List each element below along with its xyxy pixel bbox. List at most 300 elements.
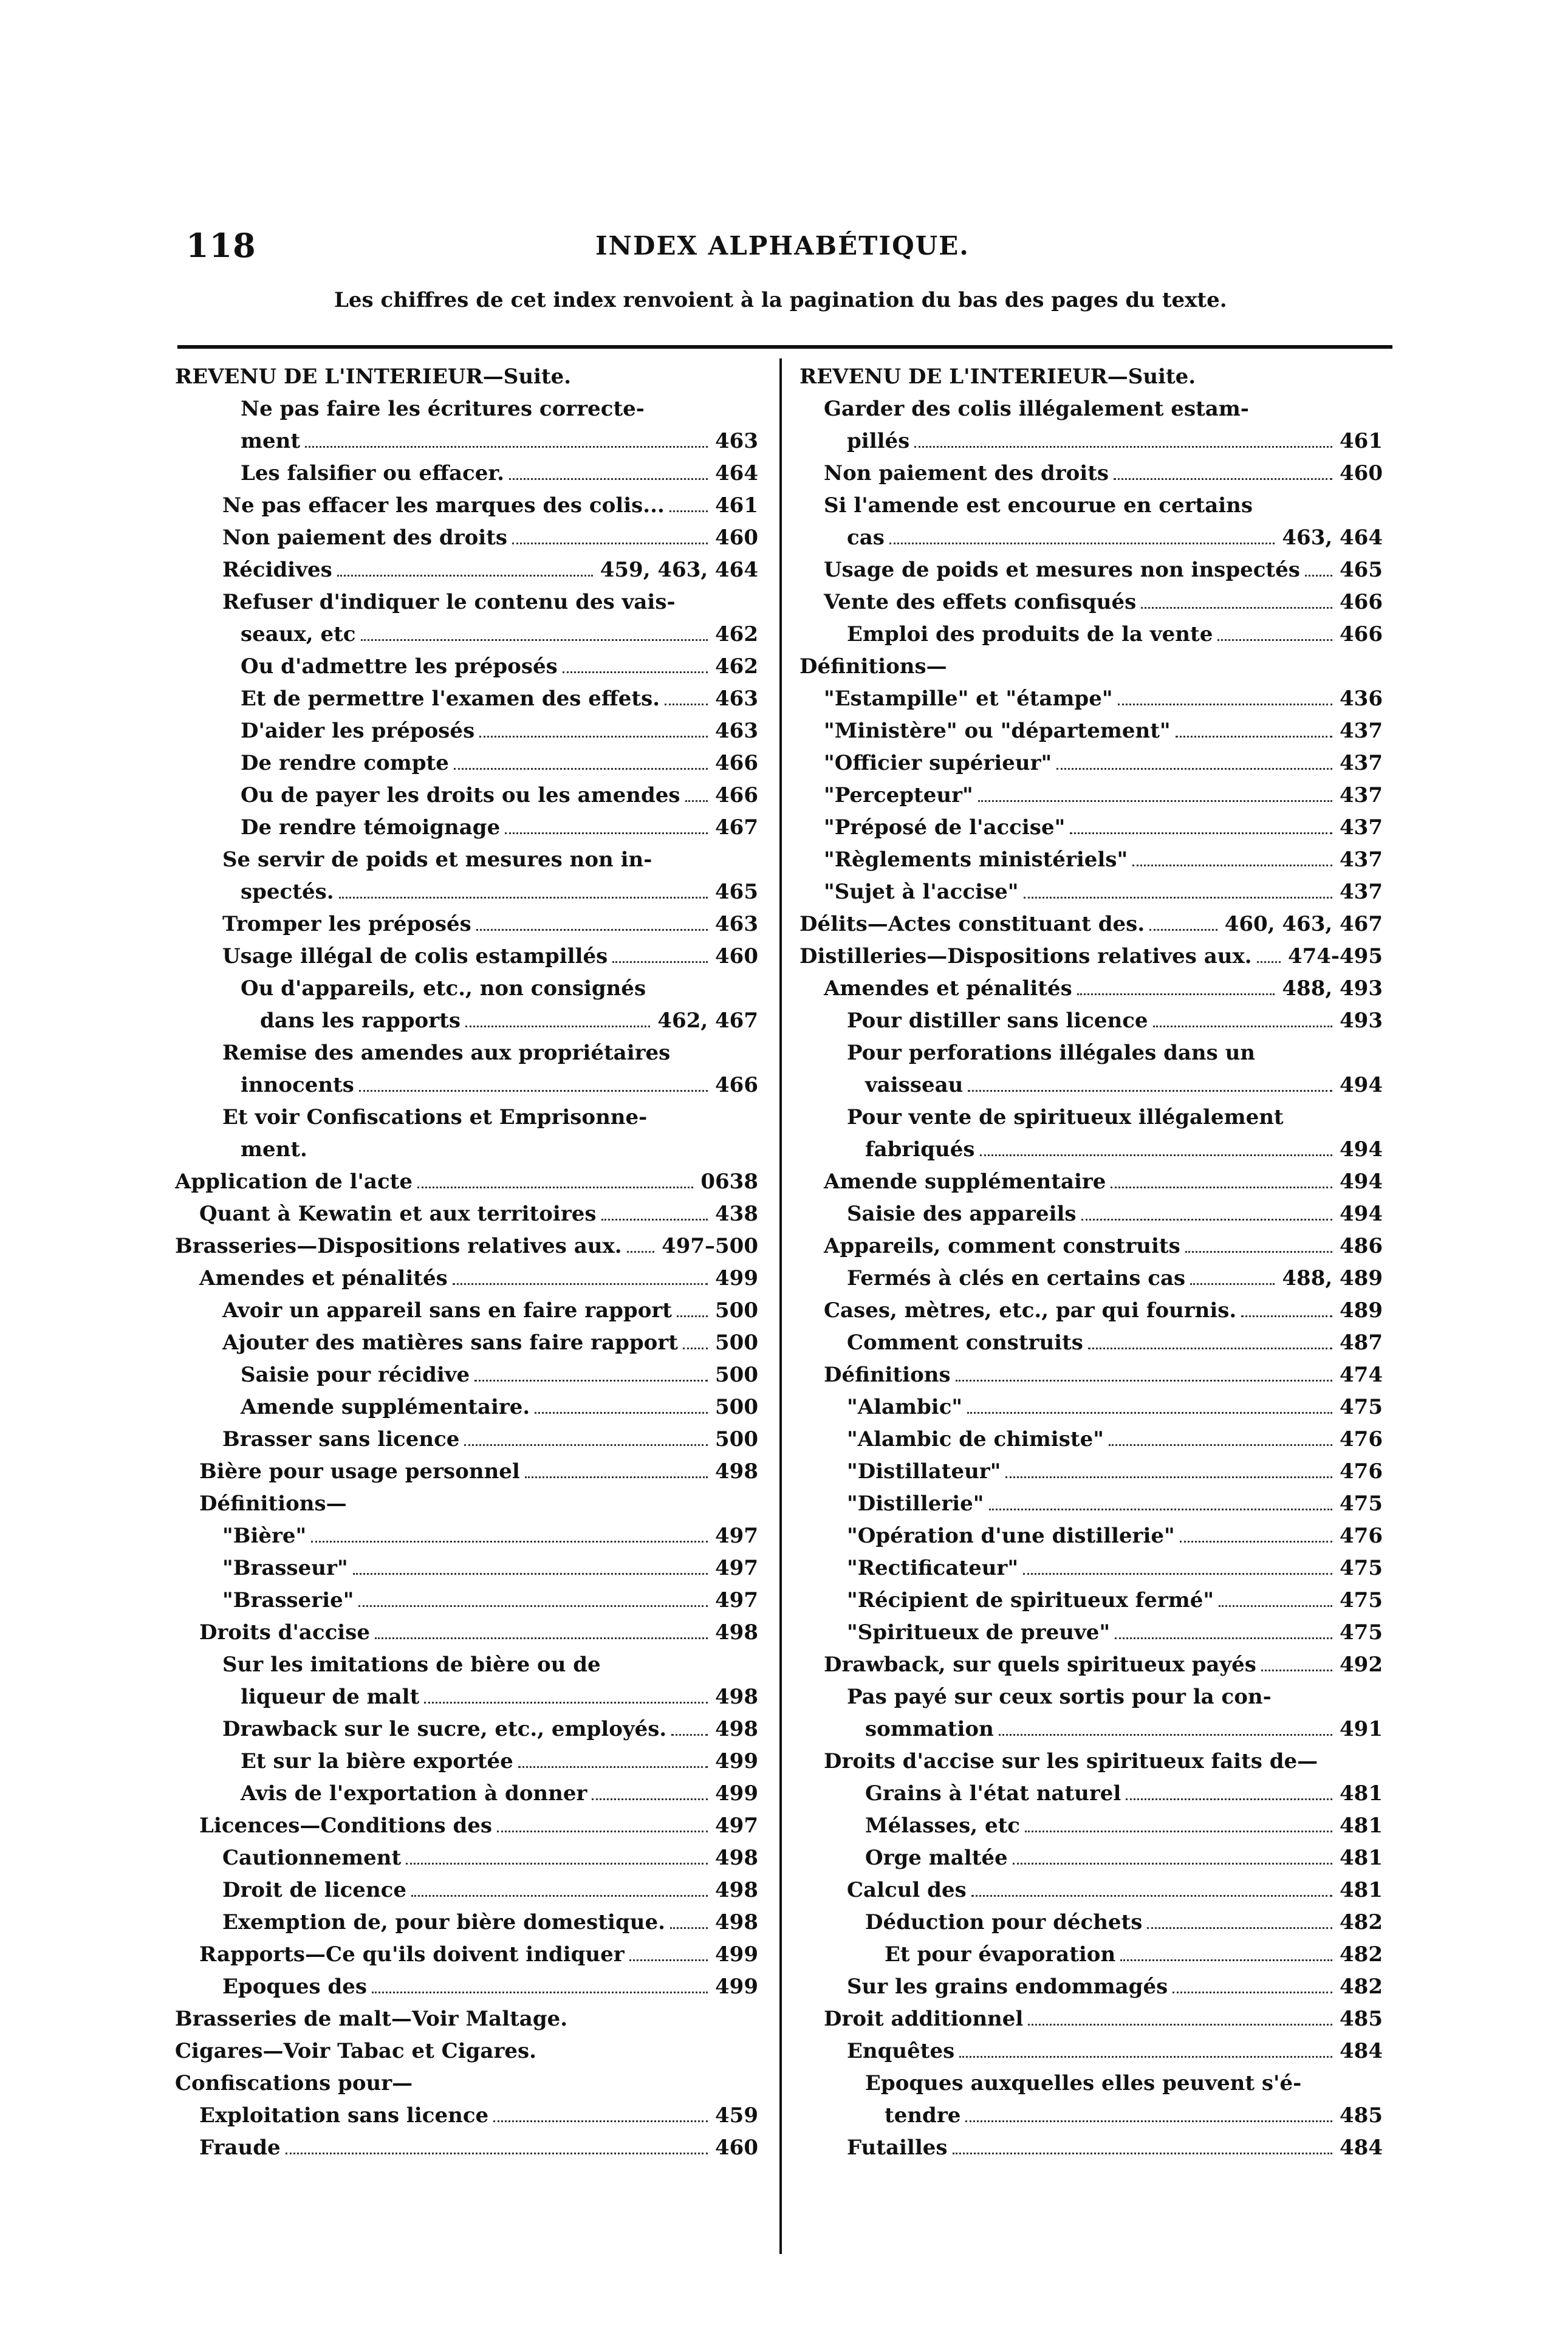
dot-leader xyxy=(1149,928,1217,931)
dot-leader xyxy=(525,1476,708,1478)
index-entry xyxy=(799,622,1383,654)
index-entry xyxy=(175,1556,758,1588)
entry-page-ref: 466 xyxy=(1340,622,1383,646)
entry-text: Droit de licence xyxy=(222,1878,406,1902)
entry-text: Sur les grains endommagés xyxy=(847,1975,1168,1999)
entry-text: seaux, etc xyxy=(241,622,356,646)
entry-page-ref: 437 xyxy=(1340,719,1383,743)
entry-text: Amendes et pénalités xyxy=(824,976,1072,1001)
index-entry xyxy=(799,1942,1383,1975)
entry-page-ref: 463 xyxy=(715,687,758,711)
entry-text: innocents xyxy=(241,1073,354,1097)
entry-text: Quant à Kewatin et aux territoires xyxy=(199,1202,597,1226)
index-entry xyxy=(175,1459,758,1492)
dot-leader xyxy=(967,1411,1332,1414)
entry-text: Usage de poids et mesures non inspectés xyxy=(824,558,1300,582)
entry-page-ref: 466 xyxy=(715,1073,758,1097)
dot-leader xyxy=(1132,864,1332,866)
entry-page-ref: 500 xyxy=(715,1395,758,1419)
index-entry xyxy=(799,1717,1383,1749)
index-entry xyxy=(799,493,1383,526)
index-entry xyxy=(175,1041,758,1073)
entry-page-ref: 459 xyxy=(715,2103,758,2128)
dot-leader xyxy=(465,1025,650,1027)
dot-leader xyxy=(535,1411,708,1414)
entry-page-ref: 482 xyxy=(1340,1975,1383,1999)
entry-text: ment xyxy=(241,429,301,453)
index-entry xyxy=(799,1009,1383,1041)
entry-text: Se servir de poids et mesures non in- xyxy=(222,848,652,872)
index-entry xyxy=(175,1846,758,1878)
dot-leader xyxy=(1115,1637,1332,1639)
dot-leader xyxy=(685,800,708,802)
entry-page-ref: 475 xyxy=(1340,1492,1383,1516)
index-entry xyxy=(799,1331,1383,1363)
entry-text: Déduction pour déchets xyxy=(865,1910,1143,1934)
index-entry xyxy=(175,1814,758,1846)
index-entry xyxy=(799,1749,1383,1781)
running-title: INDEX ALPHABÉTIQUE. xyxy=(595,231,970,261)
entry-text: Distilleries—Dispositions relatives aux. xyxy=(799,944,1252,968)
index-note: Les chiffres de cet index renvoient à la pagination du bas des pages du texte. xyxy=(334,288,1227,312)
entry-page-ref: 476 xyxy=(1340,1427,1383,1451)
entry-text: Futailles xyxy=(847,2136,948,2160)
entry-page-ref: 485 xyxy=(1340,2007,1383,2031)
index-entry xyxy=(175,526,758,558)
entry-page-ref: 494 xyxy=(1340,1137,1383,1162)
entry-text: "Percepteur" xyxy=(824,783,973,807)
dot-leader xyxy=(592,1798,708,1800)
entry-page-ref: 498 xyxy=(715,1878,758,1902)
entry-text: dans les rapports xyxy=(260,1009,460,1033)
index-entry xyxy=(799,1137,1383,1170)
index-entry xyxy=(175,912,758,944)
dot-leader xyxy=(1217,639,1332,641)
dot-leader xyxy=(1153,1025,1332,1027)
index-entry xyxy=(175,1620,758,1653)
entry-page-ref: 497 xyxy=(715,1524,758,1548)
entry-page-ref: 463, 464 xyxy=(1282,526,1383,550)
index-entry xyxy=(175,1975,758,2007)
index-entry xyxy=(175,944,758,976)
entry-page-ref: 437 xyxy=(1340,815,1383,840)
index-entry xyxy=(799,429,1383,461)
dot-leader xyxy=(518,1766,708,1768)
entry-text: Droit additionnel xyxy=(824,2007,1024,2031)
index-entry xyxy=(799,397,1383,429)
dot-leader xyxy=(1114,478,1332,480)
dot-leader xyxy=(1190,1283,1275,1285)
index-entry xyxy=(799,1073,1383,1105)
dot-leader xyxy=(1088,1347,1332,1349)
index-entry xyxy=(175,783,758,815)
dot-leader xyxy=(1219,1605,1332,1607)
entry-text: Mélasses, etc xyxy=(865,1814,1020,1838)
entry-text: Définitions— xyxy=(799,654,947,679)
dot-leader xyxy=(311,1540,708,1543)
entry-text: Avoir un appareil sans en faire rapport xyxy=(222,1298,672,1323)
index-entry xyxy=(799,1524,1383,1556)
entry-page-ref: 460, 463, 467 xyxy=(1224,912,1383,936)
entry-text: Définitions— xyxy=(199,1492,347,1516)
entry-page-ref: 474 xyxy=(1340,1363,1383,1387)
entry-page-ref: 494 xyxy=(1340,1202,1383,1226)
entry-page-ref: 465 xyxy=(715,880,758,904)
entry-page-ref: 498 xyxy=(715,1685,758,1709)
index-entry xyxy=(799,1363,1383,1395)
entry-text: Exploitation sans licence xyxy=(199,2103,489,2128)
index-entry xyxy=(175,1910,758,1942)
dot-leader xyxy=(1305,574,1332,577)
entry-page-ref: 489 xyxy=(1340,1298,1383,1323)
dot-leader xyxy=(1028,2023,1332,2026)
dot-leader xyxy=(406,1862,708,1865)
entry-text: vaisseau xyxy=(865,1073,964,1097)
index-entry xyxy=(175,1781,758,1814)
entry-text: Bière pour usage personnel xyxy=(199,1459,520,1484)
entry-page-ref: 498 xyxy=(715,1717,758,1741)
dot-leader xyxy=(1025,1830,1332,1832)
entry-page-ref: 497 xyxy=(715,1588,758,1612)
dot-leader xyxy=(1241,1315,1332,1317)
entry-text: Brasseries—Dispositions relatives aux. xyxy=(175,1234,622,1258)
dot-leader xyxy=(968,1089,1332,1092)
entry-page-ref: 481 xyxy=(1340,1814,1383,1838)
index-entry xyxy=(799,1975,1383,2007)
index-entry xyxy=(175,1588,758,1620)
entry-text: Refuser d'indiquer le contenu des vais- xyxy=(222,590,676,614)
dot-leader xyxy=(1180,1540,1332,1543)
entry-text: Orge maltée xyxy=(865,1846,1008,1870)
index-entry xyxy=(175,1427,758,1459)
entry-text: Ne pas faire les écritures correcte- xyxy=(241,397,645,421)
entry-page-ref: 438 xyxy=(715,1202,758,1226)
entry-page-ref: 476 xyxy=(1340,1524,1383,1548)
dot-leader xyxy=(353,1572,708,1575)
dot-leader xyxy=(1056,767,1332,770)
index-entry xyxy=(799,1846,1383,1878)
entry-page-ref: 462 xyxy=(715,622,758,646)
entry-page-ref: 484 xyxy=(1340,2039,1383,2063)
entry-text: Délits—Actes constituant des. xyxy=(799,912,1145,936)
entry-text: Tromper les préposés xyxy=(222,912,471,936)
dot-leader xyxy=(669,510,708,512)
dot-leader xyxy=(1147,1927,1332,1929)
index-entry xyxy=(799,365,1383,397)
entry-text: Pour vente de spiritueux illégalement xyxy=(847,1105,1284,1129)
entry-text: Epoques des xyxy=(222,1975,368,1999)
dot-leader xyxy=(358,1605,708,1607)
entry-text: spectés. xyxy=(241,880,334,904)
index-entry xyxy=(175,2071,758,2103)
entry-page-ref: 493 xyxy=(1340,1009,1383,1033)
index-entry xyxy=(799,1266,1383,1298)
entry-text: Droits d'accise sur les spiritueux faits de— xyxy=(824,1749,1318,1773)
index-entry xyxy=(799,1202,1383,1234)
entry-page-ref: 437 xyxy=(1340,783,1383,807)
entry-text: Comment construits xyxy=(847,1331,1083,1355)
dot-leader xyxy=(476,928,708,931)
index-entry xyxy=(799,976,1383,1009)
index-entry xyxy=(175,1653,758,1685)
index-entry xyxy=(799,719,1383,751)
entry-text: Les falsifier ou effacer. xyxy=(241,461,505,485)
index-column-right xyxy=(799,365,1383,2168)
entry-text: Ou d'appareils, etc., non consignés xyxy=(241,976,646,1001)
entry-text: Et voir Confiscations et Emprisonne- xyxy=(222,1105,648,1129)
entry-page-ref: 500 xyxy=(715,1298,758,1323)
entry-page-ref: 497 xyxy=(715,1814,758,1838)
index-entry xyxy=(175,751,758,783)
dot-leader xyxy=(1126,1798,1332,1800)
dot-leader xyxy=(677,1315,708,1317)
index-entry xyxy=(175,397,758,429)
index-entry xyxy=(799,1556,1383,1588)
index-entry xyxy=(799,1492,1383,1524)
entry-page-ref: 494 xyxy=(1340,1170,1383,1194)
entry-text: Drawback sur le sucre, etc., employés. xyxy=(222,1717,667,1741)
entry-text: Cigares—Voir Tabac et Cigares. xyxy=(175,2039,536,2063)
entry-text: Fraude xyxy=(199,2136,281,2160)
index-entry xyxy=(175,1685,758,1717)
dot-leader xyxy=(1024,896,1332,899)
dot-leader xyxy=(953,2152,1332,2154)
entry-page-ref: 460 xyxy=(715,2136,758,2160)
index-entry xyxy=(799,912,1383,944)
entry-text: tendre xyxy=(885,2103,961,2128)
dot-leader xyxy=(563,671,708,673)
index-entry xyxy=(175,2039,758,2071)
entry-text: "Sujet à l'accise" xyxy=(824,880,1019,904)
index-entry xyxy=(175,1105,758,1137)
entry-page-ref: 462 xyxy=(715,654,758,679)
entry-page-ref: 499 xyxy=(715,1975,758,1999)
index-entry xyxy=(799,1041,1383,1073)
entry-page-ref: 497 xyxy=(715,1556,758,1580)
entry-page-ref: 499 xyxy=(715,1781,758,1806)
entry-text: "Distillateur" xyxy=(847,1459,1001,1484)
index-entry xyxy=(175,461,758,493)
index-entry xyxy=(175,1492,758,1524)
entry-page-ref: 466 xyxy=(715,783,758,807)
entry-text: De rendre compte xyxy=(241,751,449,775)
entry-text: Garder des colis illégalement estam- xyxy=(824,397,1249,421)
entry-text: Ajouter des matières sans faire rapport xyxy=(222,1331,678,1355)
dot-leader xyxy=(978,800,1332,802)
entry-page-ref: 464 xyxy=(715,461,758,485)
entry-text: Ou d'admettre les préposés xyxy=(241,654,558,679)
entry-page-ref: 436 xyxy=(1340,687,1383,711)
entry-text: Avis de l'exportation à donner xyxy=(241,1781,587,1806)
index-entry xyxy=(175,1298,758,1331)
dot-leader xyxy=(1005,1476,1332,1478)
entry-page-ref: 475 xyxy=(1340,1620,1383,1645)
entry-text: Cautionnement xyxy=(222,1846,402,1870)
entry-text: Licences—Conditions des xyxy=(199,1814,493,1838)
entry-page-ref: 485 xyxy=(1340,2103,1383,2128)
entry-text: Et sur la bière exportée xyxy=(241,1749,513,1773)
entry-text: Appareils, comment construits xyxy=(824,1234,1180,1258)
entry-page-ref: 481 xyxy=(1340,1878,1383,1902)
entry-text: "Bière" xyxy=(222,1524,307,1548)
index-entry xyxy=(799,1685,1383,1717)
entry-text: Ne pas effacer les marques des colis... xyxy=(222,493,665,518)
index-entry xyxy=(175,1202,758,1234)
entry-text: cas xyxy=(847,526,885,550)
index-entry xyxy=(799,880,1383,912)
dot-leader xyxy=(980,1154,1332,1156)
entry-text: Drawback, sur quels spiritueux payés xyxy=(824,1653,1256,1677)
index-entry xyxy=(175,1331,758,1363)
dot-leader xyxy=(683,1347,708,1349)
index-entry xyxy=(175,1170,758,1202)
entry-text: Ou de payer les droits ou les amendes xyxy=(241,783,680,807)
entry-page-ref: 475 xyxy=(1340,1395,1383,1419)
entry-text: "Alambic de chimiste" xyxy=(847,1427,1104,1451)
entry-text: liqueur de malt xyxy=(241,1685,420,1709)
index-entry xyxy=(799,2039,1383,2071)
entry-text: Brasseries de malt—Voir Maltage. xyxy=(175,2007,568,2031)
entry-text: Grains à l'état naturel xyxy=(865,1781,1121,1806)
dot-leader xyxy=(914,445,1332,448)
entry-page-ref: 497–500 xyxy=(662,1234,758,1258)
index-entry xyxy=(799,1170,1383,1202)
entry-text: Amende supplémentaire. xyxy=(241,1395,530,1419)
entry-page-ref: 466 xyxy=(715,751,758,775)
index-entry xyxy=(799,1620,1383,1653)
header-rule xyxy=(177,345,1392,349)
dot-leader xyxy=(1120,1959,1332,1961)
index-entry xyxy=(175,1942,758,1975)
index-entry xyxy=(799,1298,1383,1331)
index-entry xyxy=(799,526,1383,558)
entry-page-ref: 499 xyxy=(715,1266,758,1290)
entry-page-ref: 466 xyxy=(1340,590,1383,614)
dot-leader xyxy=(1023,1572,1332,1575)
dot-leader xyxy=(512,542,708,544)
entry-page-ref: 463 xyxy=(715,719,758,743)
entry-text: "Brasseur" xyxy=(222,1556,348,1580)
entry-text: Confiscations pour— xyxy=(175,2071,413,2095)
entry-page-ref: 460 xyxy=(715,526,758,550)
index-entry xyxy=(175,590,758,622)
dot-leader xyxy=(989,1508,1332,1510)
entry-text: "Estampille" et "étampe" xyxy=(824,687,1113,711)
index-entry xyxy=(799,461,1383,493)
index-entry xyxy=(799,783,1383,815)
index-entry xyxy=(799,1588,1383,1620)
entry-page-ref: 482 xyxy=(1340,1910,1383,1934)
column-divider xyxy=(779,358,782,2254)
index-entry xyxy=(799,590,1383,622)
dot-leader xyxy=(424,1701,708,1704)
entry-page-ref: 460 xyxy=(1340,461,1383,485)
entry-text: REVENU DE L'INTERIEUR—Suite. xyxy=(175,365,572,389)
entry-text: ment. xyxy=(241,1137,307,1162)
entry-text: "Distillerie" xyxy=(847,1492,984,1516)
entry-text: fabriqués xyxy=(865,1137,975,1162)
index-entry xyxy=(799,1653,1383,1685)
entry-text: Si l'amende est encourue en certains xyxy=(824,493,1253,518)
entry-text: Pas payé sur ceux sortis pour la con- xyxy=(847,1685,1272,1709)
dot-leader xyxy=(1013,1862,1332,1865)
dot-leader xyxy=(1141,606,1332,609)
dot-leader xyxy=(971,1894,1332,1897)
entry-page-ref: 437 xyxy=(1340,751,1383,775)
dot-leader xyxy=(1070,832,1332,834)
dot-leader xyxy=(454,767,708,770)
dot-leader xyxy=(1176,735,1332,738)
entry-page-ref: 481 xyxy=(1340,1846,1383,1870)
dot-leader xyxy=(305,445,708,448)
entry-page-ref: 437 xyxy=(1340,848,1383,872)
index-entry xyxy=(799,1781,1383,1814)
index-entry xyxy=(799,1427,1383,1459)
entry-text: Epoques auxquelles elles peuvent s'é- xyxy=(865,2071,1302,2095)
entry-page-ref: 498 xyxy=(715,1620,758,1645)
dot-leader xyxy=(474,1379,708,1382)
entry-page-ref: 487 xyxy=(1340,1331,1383,1355)
index-entry xyxy=(175,1009,758,1041)
entry-text: sommation xyxy=(865,1717,994,1741)
index-entry xyxy=(799,1234,1383,1266)
entry-text: Usage illégal de colis estampillés xyxy=(222,944,608,968)
dot-leader xyxy=(411,1894,708,1897)
entry-page-ref: 498 xyxy=(715,1459,758,1484)
page-number: 118 xyxy=(186,226,256,265)
entry-text: Amendes et pénalités xyxy=(199,1266,448,1290)
index-entry xyxy=(175,1266,758,1298)
entry-page-ref: 481 xyxy=(1340,1781,1383,1806)
entry-text: "Alambic" xyxy=(847,1395,963,1419)
index-entry xyxy=(175,558,758,590)
index-entry xyxy=(799,2103,1383,2136)
entry-text: "Brasserie" xyxy=(222,1588,354,1612)
entry-text: "Spiritueux de preuve" xyxy=(847,1620,1111,1645)
dot-leader xyxy=(665,703,708,705)
index-entry xyxy=(799,848,1383,880)
entry-text: De rendre témoignage xyxy=(241,815,501,840)
entry-page-ref: 486 xyxy=(1340,1234,1383,1258)
index-entry xyxy=(799,1105,1383,1137)
index-entry xyxy=(175,1363,758,1395)
entry-text: Cases, mètres, etc., par qui fournis. xyxy=(824,1298,1237,1323)
dot-leader xyxy=(497,1830,708,1832)
entry-text: Application de l'acte xyxy=(175,1170,413,1194)
index-column-left xyxy=(175,365,758,2168)
index-entry xyxy=(175,719,758,751)
dot-leader xyxy=(375,1637,708,1639)
index-entry xyxy=(175,2103,758,2136)
dot-leader xyxy=(286,2152,708,2154)
entry-page-ref: 498 xyxy=(715,1910,758,1934)
dot-leader xyxy=(965,2120,1332,2122)
index-entry xyxy=(175,365,758,397)
dot-leader xyxy=(612,961,708,963)
entry-page-ref: 475 xyxy=(1340,1556,1383,1580)
entry-text: Non paiement des droits xyxy=(222,526,508,550)
entry-page-ref: 476 xyxy=(1340,1459,1383,1484)
entry-text: Pour distiller sans licence xyxy=(847,1009,1148,1033)
index-entry xyxy=(799,1910,1383,1942)
entry-page-ref: 488, 489 xyxy=(1282,1266,1383,1290)
dot-leader xyxy=(629,1959,708,1961)
entry-page-ref: 437 xyxy=(1340,880,1383,904)
entry-text: Brasser sans licence xyxy=(222,1427,460,1451)
index-entry xyxy=(799,751,1383,783)
entry-text: Fermés à clés en certains cas xyxy=(847,1266,1186,1290)
dot-leader xyxy=(627,1250,654,1253)
